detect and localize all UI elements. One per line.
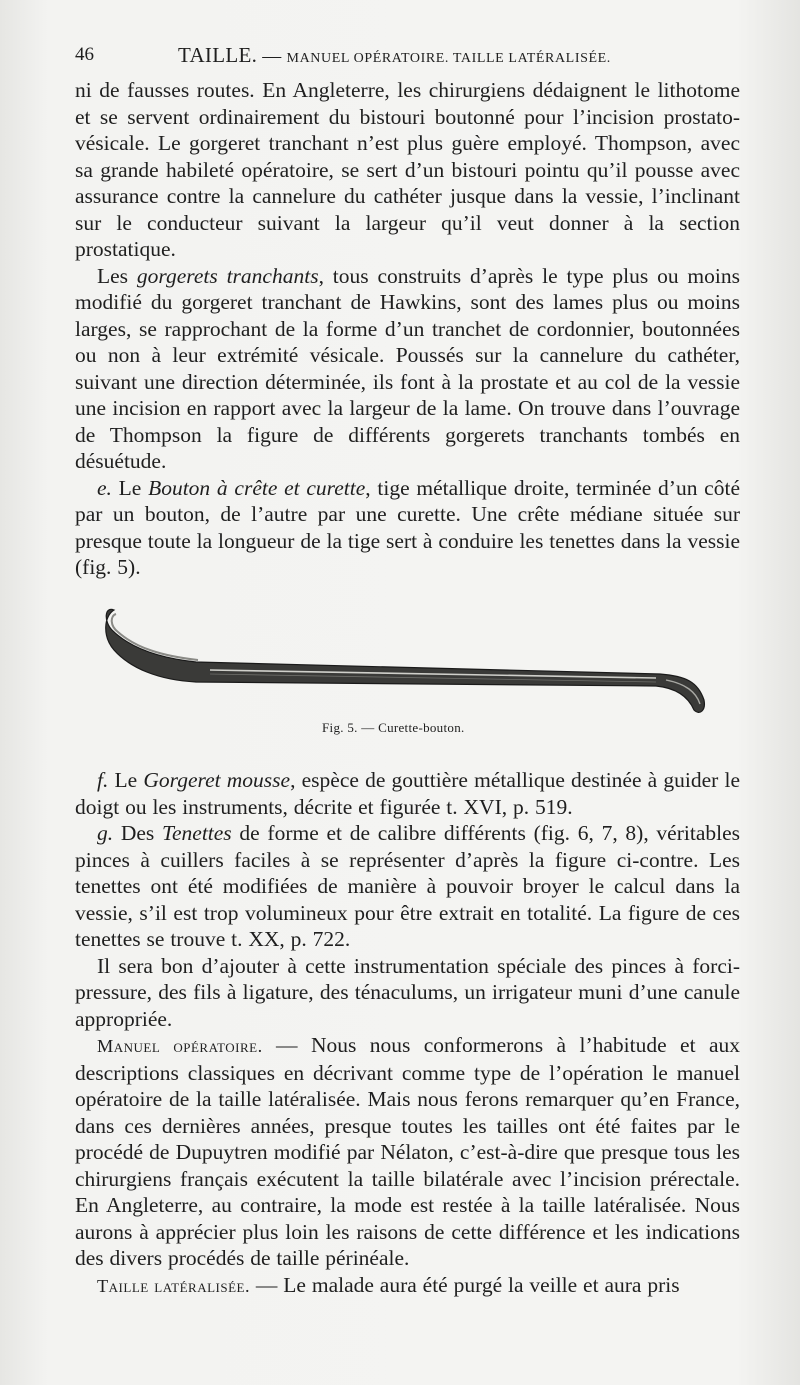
- item-letter-f: f.: [97, 768, 109, 792]
- section-heading-taille: Taille latéralisée.: [97, 1275, 251, 1296]
- item-letter-g: g.: [97, 821, 114, 845]
- paragraph-instrumentation: Il sera bon d’ajouter à cette instrumentation spéciale des pinces à forci-pressure, des fils à ligature, des ténaculums, un irrigateur muni d’une canule appropriée.: [75, 953, 740, 1031]
- page-header: [75, 40, 740, 70]
- item-letter-e: e.: [97, 475, 112, 500]
- term-tenettes: Tenettes: [162, 821, 232, 845]
- page-number: 46: [75, 44, 94, 65]
- paragraph-lead: Des: [113, 821, 162, 845]
- running-title-section: MANUEL OPÉRATOIRE. TAILLE LATÉRALISÉE.: [286, 51, 611, 66]
- paragraph-body: — Le malade aura été purgé la veille et aura pris: [250, 1272, 680, 1297]
- text-block-lower: [75, 767, 740, 1299]
- paragraph-taille-lateralisee: [75, 1272, 740, 1300]
- running-title-main: TAILLE.: [178, 43, 258, 67]
- text-block-upper: [75, 77, 740, 581]
- paragraph-lead: Le: [111, 475, 149, 500]
- curette-body: [106, 609, 705, 712]
- paragraph-body: , tous construits d’après le type plus ou moins modifié du gorgeret tranchant de Hawkins, sont des lames plus ou moins larges, se rapprochant de la forme d’un tranchet de cordonnier, boutonnées ou non à leur extrémité vésicale. Poussés sur la cannelure du cathéter, suivant une direction déterminée, ils font à la prostate et au col de la vessie une incision en rapport avec la largeur de la lame. On trouve dans l’ouvrage de Thompson la figure de différents gorgerets tranchants tombés en désuétude.: [75, 263, 740, 473]
- running-title-dash: —: [257, 46, 287, 67]
- paragraph-lead: Le: [108, 768, 144, 792]
- paragraph-bouton: [75, 475, 740, 581]
- paragraph-lead: Les: [97, 263, 137, 288]
- running-title: [178, 40, 611, 74]
- paragraph-gorgeret-mousse: [75, 767, 740, 820]
- term-gorgeret-mousse: Gorgeret mousse: [143, 768, 291, 792]
- paragraph-tenettes: [75, 820, 740, 953]
- term-bouton-curette: Bouton à crête et curette: [148, 475, 366, 500]
- paragraph-body: de forme et de calibre différents (fig. 6, 7, 8), véritables pinces à cuillers faciles à se représenter d’après la figure ci-contre. Les tenettes ont été modifiées de manière à pouvoir broyer le calcul dans la vessie, s’il est trop volumineux pour être extrait en totalité. La figure de ces tenettes se trouve t. XX, p. 722.: [75, 821, 740, 951]
- paragraph-continuation: ni de fausses routes. En Angleterre, les chirurgiens dédaignent le lithotome et se servent ordinairement du bistouri boutonné pour l’incision prostato-vésicale. Le gorgeret tranchant n’est plus guère employé. Thompson, avec sa grande habileté opératoire, se sert d’un bistouri pointu qu’il pousse avec assurance contre la cannelure du cathéter jusque dans la vessie, l’inclinant sur le conducteur suivant la largeur qu’il veut donner à la section prostatique.: [75, 78, 740, 261]
- paragraph-body: , tige métallique droite, terminée d’un côté par un bouton, de l’autre par une curette. Une crête médiane située sur presque toute la longueur de la tige sert à conduire les tenettes dans la vessie (fig. 5).: [75, 475, 740, 579]
- paragraph-body: , espèce de gouttière métallique destinée à guider le doigt ou les instruments, décrite et figurée t. XVI, p. 519.: [75, 768, 740, 819]
- section-heading-manuel: Manuel opératoire.: [97, 1036, 263, 1056]
- paragraph-gorgerets: [75, 263, 740, 475]
- paragraph-body: — Nous nous conformerons à l’habitude et aux descriptions classiques en décrivant comme type de l’opération le manuel opératoire de la taille latéralisée. Mais nous ferons remarquer qu’en France, dans ces dernières années, presque toutes les tailles ont été faites par le procédé de Dupuytren modifié par Nélaton, c’est-à-dire que presque tous les chirurgiens français exécutent la taille bilatérale avec l’incision prérectale. En Angleterre, au contraire, la mode est restée à la taille latéralisée. Nous aurons à apprécier plus loin les raisons de cette différence et les indications des divers procédés de taille périnéale.: [75, 1033, 740, 1270]
- paragraph-manuel-operatoire: [75, 1032, 740, 1272]
- figure-caption: Fig. 5. — Curette-bouton.: [322, 720, 465, 735]
- figure-curette-bouton: [100, 592, 720, 742]
- term-gorgerets-tranchants: gorgerets tranchants: [136, 263, 319, 288]
